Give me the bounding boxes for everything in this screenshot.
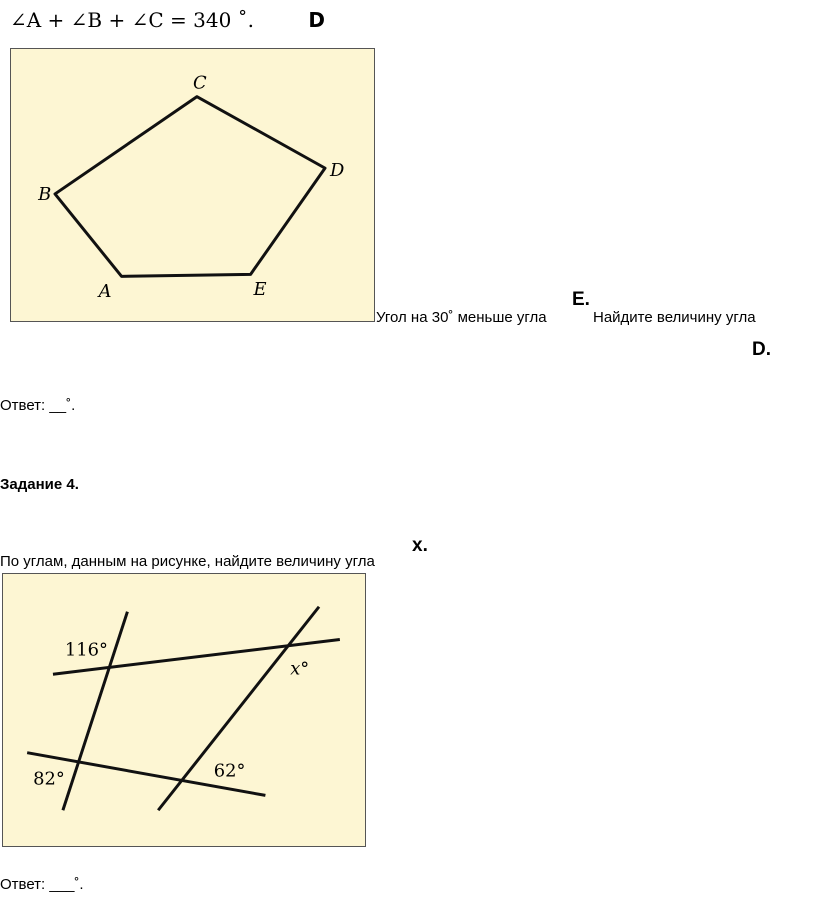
vertex-label-b: B xyxy=(38,183,52,205)
task4-question: По углам, данным на рисунке, найдите величину угла xyxy=(0,553,375,570)
pentagon-figure xyxy=(10,48,375,322)
lines-svg xyxy=(3,574,365,846)
vertex-label-e: E xyxy=(253,279,267,301)
task3-answer: Ответ: __˚. xyxy=(0,397,76,414)
task3-letter-d: D. xyxy=(752,339,771,360)
angle-label-82: 82° xyxy=(33,768,65,790)
pentagon-shape xyxy=(55,97,325,277)
pentagon-svg xyxy=(11,49,374,321)
angle-sum-formula xyxy=(10,8,325,32)
angle-label-x: x° xyxy=(290,658,310,680)
vertex-label-a: A xyxy=(98,281,112,303)
task4-letter-x: x. xyxy=(412,535,428,556)
task3-letter-e: E. xyxy=(572,289,590,310)
formula-text: ∠A + ∠B + ∠C = 340 ˚. xyxy=(10,8,255,32)
vertex-label-c: C xyxy=(192,72,207,94)
angle-label-62: 62° xyxy=(213,760,246,782)
task4-title: Задание 4. xyxy=(0,476,79,493)
task4-answer: Ответ: ___˚. xyxy=(0,876,84,893)
task3-part2: Найдите величину угла xyxy=(593,309,756,326)
formula-label: D xyxy=(308,8,325,32)
vertex-label-d: D xyxy=(329,160,345,182)
lines-figure xyxy=(2,573,366,847)
angle-label-116: 116° xyxy=(64,639,108,661)
task3-part1: Угол на 30˚ меньше угла xyxy=(376,309,547,326)
